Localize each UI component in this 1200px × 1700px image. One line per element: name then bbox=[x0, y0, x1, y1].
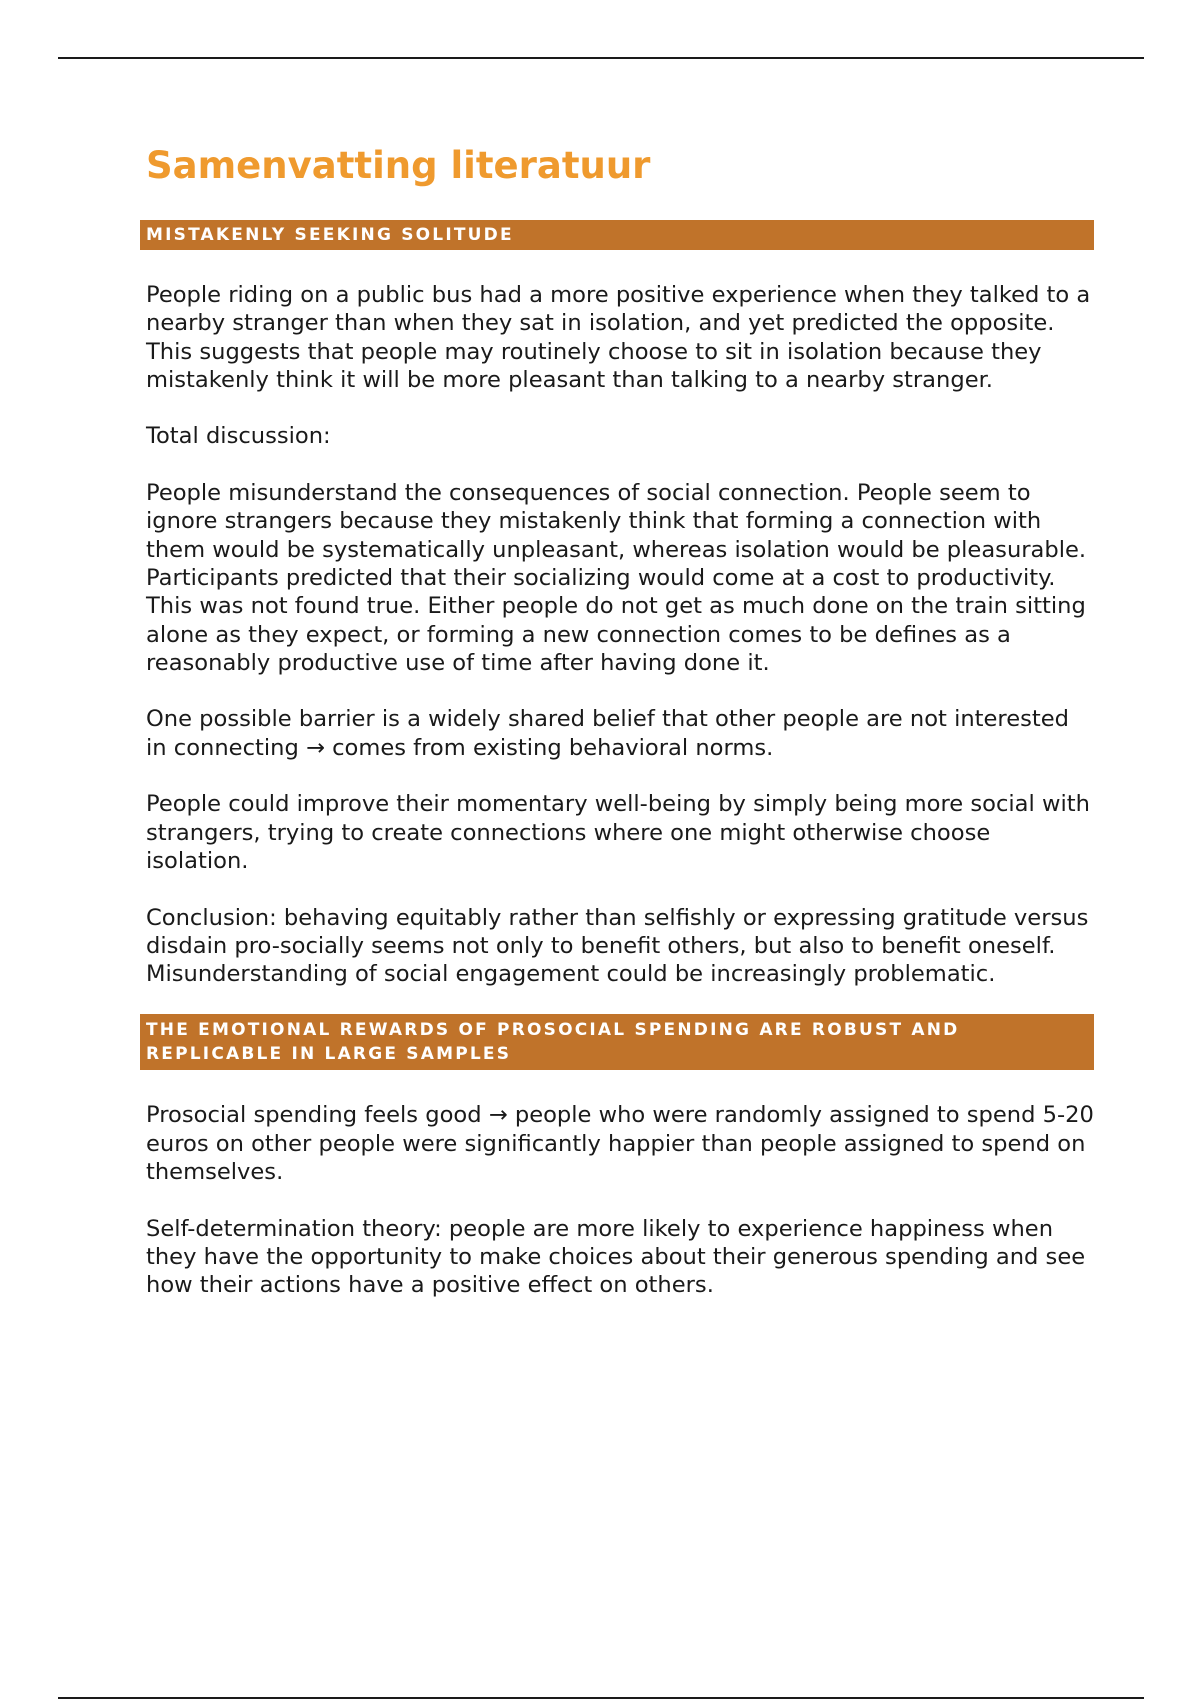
document-title: Samenvatting literatuur bbox=[146, 144, 651, 187]
paragraph: One possible barrier is a widely shared belief that other people are not interested in connecting → comes from existing behavioral norms. bbox=[146, 706, 1069, 761]
paragraph: Conclusion: behaving equitably rather than selfishly or expressing gratitude versus disdain pro-socially seems not only to benefit others, but also to benefit oneself. Misunderstanding of social engagement could be increasingly problematic. bbox=[146, 904, 1089, 988]
paragraph: People could improve their momentary well-being by simply being more social with strangers, trying to create connections where one might otherwise choose isolation. bbox=[146, 791, 1090, 874]
paragraph: Prosocial spending feels good → people who were randomly assigned to spend 5-20 euros on other people were significantly happier than people assigned to spend on themselves. bbox=[146, 1102, 1094, 1186]
section-heading-prosocial-spending: THE EMOTIONAL REWARDS OF PROSOCIAL SPENDING ARE ROBUST AND REPLICABLE IN LARGE SAMPLES bbox=[140, 1014, 1094, 1070]
footer-rule bbox=[58, 1697, 1144, 1699]
paragraph: Self-determination theory: people are more likely to experience happiness when they have the opportunity to make choices about their generous spending and see how their actions have a positive effect on others. bbox=[146, 1215, 1086, 1299]
paragraph: People misunderstand the consequences of social connection. People seem to ignore strangers because they mistakenly think that forming a connection with them would be systematically unpleasant, whereas isolation would be pleasurable. Participants predicted that their socializing would come at a cost to productivity. This was not found true. Either people do not get as much done on the train sitting alone as they expect, or forming a new connection comes to be defines as a reasonably productive use of time after having done it. bbox=[146, 480, 1087, 676]
header-rule bbox=[58, 57, 1144, 59]
paragraph: Total discussion: bbox=[146, 423, 331, 450]
document-body bbox=[140, 140, 1094, 1300]
section-heading-mistakenly-seeking-solitude: MISTAKENLY SEEKING SOLITUDE bbox=[140, 220, 1094, 250]
paragraph: People riding on a public bus had a more positive experience when they talked to a nearby stranger than when they sat in isolation, and yet predicted the opposite. This suggests that people may routinely choose to sit in isolation because they mistakenly think it will be more pleasant than talking to a nearby stranger. bbox=[146, 282, 1091, 393]
